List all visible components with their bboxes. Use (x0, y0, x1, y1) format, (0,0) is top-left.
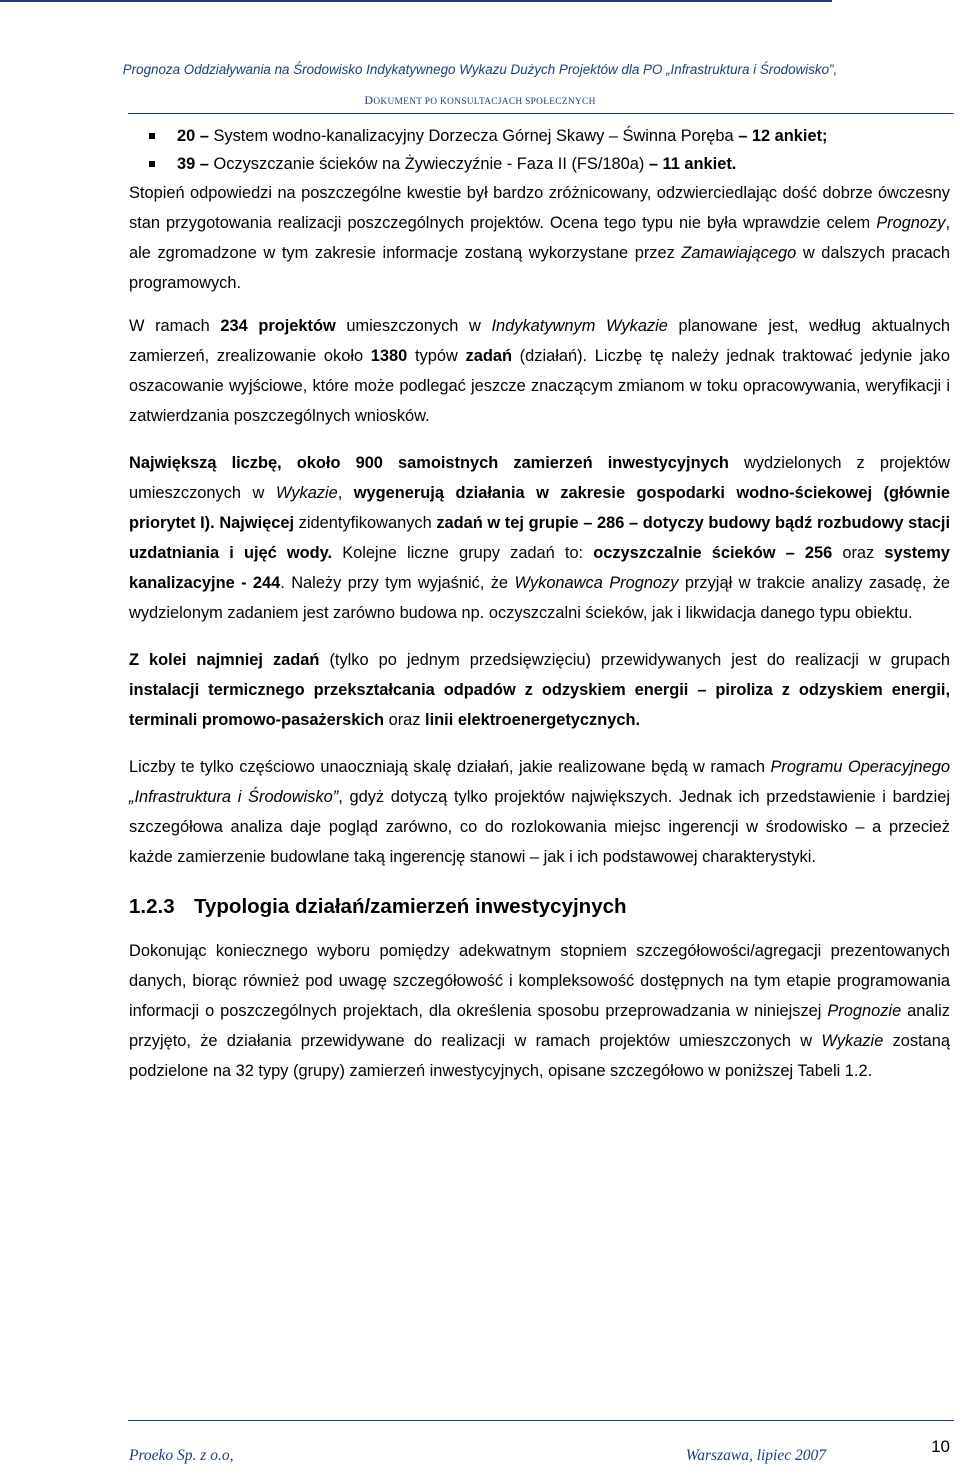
bold-run: instalacji termicznego przekształcania odpadów z odzyskiem energii – piroliza z odzyskiem energii, terminali promowo-pasażerskich (129, 681, 950, 729)
text-run: . Należy przy tym wyjaśnić, że (280, 574, 515, 592)
bold-run: systemy kanalizacyjne - 244 (129, 544, 950, 592)
text-run: wydzielonych z projektów umieszczonych w (129, 454, 950, 502)
subtitle-initial: D (364, 93, 374, 107)
list-item (129, 122, 950, 150)
text-run: , ale zgromadzone w tym zakresie informacje zostaną wykorzystane przez (129, 214, 950, 262)
text-run: planowane jest, według aktualnych zamierzeń, zrealizowanie około (129, 317, 951, 365)
paragraph-response (129, 178, 950, 298)
list-item (129, 150, 950, 178)
bold-run: Z kolei najmniej zadań (129, 651, 320, 669)
dash: – (738, 127, 752, 145)
text-run: analiz przyjęto, że działania przewidywane do realizacji w ramach projektów umieszczonych w (129, 1002, 950, 1050)
italic-run: Wykonawca Prognozy (514, 574, 679, 592)
paragraph-fewest-tasks (129, 645, 950, 735)
section-number: 1.2.3 (129, 895, 175, 918)
bold-run: 1380 (370, 347, 408, 365)
text-run: przyjął w trakcie analizy zasadę, że wydzielonym zadaniem jest zarówno budowa np. oczyszczalni ścieków, jak i likwidacja danego typu obiektu. (129, 574, 951, 622)
italic-run: Zamawiającego (681, 244, 797, 262)
text-run: umieszczonych w (335, 317, 492, 335)
project-number: 20 (177, 127, 196, 145)
bold-run: zadań w tej grupie – 286 – dotyczy budowy bądź rozbudowy stacji uzdatniania i ujęć wody. (129, 514, 950, 562)
paragraph-typology (129, 936, 950, 1086)
page-number: 10 (931, 1437, 950, 1456)
text-run: w dalszych pracach programowych. (129, 244, 950, 292)
italic-run: Wykazie (821, 1032, 884, 1050)
text-run: , (337, 484, 354, 502)
paragraph-largest-group (129, 448, 950, 628)
running-header-title: Prognoza Oddziaływania na Środowisko Indykatywnego Wykazu Dużych Projektów dla PO „Infrastruktura i Środowisko”, (122, 62, 838, 77)
footer-company: Proeko Sp. z o.o, (129, 1447, 234, 1464)
text-run: zostaną podzielone na 32 typy (grupy) zamierzeń inwestycyjnych, opisane szczegółowo w poniższej Tabeli 1.2. (129, 1032, 950, 1080)
section-title: Typologia działań/zamierzeń inwestycyjnych (194, 895, 627, 918)
survey-bullet-list (129, 122, 950, 178)
bold-run: wygenerują działania w zakresie gospodarki wodno-ściekowej (głównie priorytet I). (129, 484, 950, 532)
bold-run: oczyszczalnie ścieków – 256 (593, 544, 833, 562)
bold-run: linii elektroenergetycznych. (425, 711, 641, 729)
text-run: zidentyfikowanych (294, 514, 437, 532)
paragraph-scale (129, 752, 950, 872)
italic-run: Prognozy (876, 214, 946, 232)
bold-run: 234 projektów (220, 317, 336, 335)
italic-run: Programu Operacyjnego „Infrastruktura i Środowisko” (129, 758, 950, 806)
top-rule (0, 0, 832, 2)
bullet-square-icon (149, 161, 155, 167)
dash: – (195, 127, 214, 145)
project-number: 39 (177, 155, 196, 173)
text-run: Dokonując koniecznego wyboru pomiędzy adekwatnym stopniem szczegółowości/agregacji prezentowanych danych, biorąc również pod uwagę szczegółowość i kompleksowość dostępnych na tym etapie programowania informacji o poszczególnych projektach, dla określenia sposobu przeprowadzania w niniejszej (129, 942, 950, 1020)
bold-run: zadań (465, 347, 512, 365)
dash: – (648, 155, 663, 173)
footer-place-date: Warszawa, lipiec 2007 (685, 1447, 826, 1464)
project-name: Oczyszczanie ścieków na Żywieczyźnie - Faza II (FS/180a) (213, 155, 649, 173)
document-body (129, 122, 950, 1086)
text-run: Kolejne liczne grupy zadań to: (332, 544, 594, 562)
running-header-subtitle (0, 93, 960, 108)
text-run: Stopień odpowiedzi na poszczególne kwestie był bardzo zróżnicowany, odzwierciedlając dość dobrze ówczesny stan przygotowania realizacji poszczególnych projektów. Ocena tego typu nie była wprawdzie celem (129, 184, 950, 232)
italic-run: Prognozie (827, 1002, 902, 1020)
text-run: Liczby te tylko częściowo unaoczniają skalę działań, jakie realizowane będą w ramach (129, 758, 771, 776)
footer-rule (128, 1420, 954, 1421)
bold-run: Największą liczbę, około 900 samoistnych zamierzeń inwestycyjnych (129, 454, 729, 472)
survey-count: 12 ankiet; (751, 127, 828, 145)
text-run: (tylko po jednym przedsięwzięciu) przewidywanych jest do realizacji w grupach (319, 651, 950, 669)
subtitle-smallcaps: OKUMENT PO KONSULTACJACH SPOŁECZNYCH (373, 97, 596, 107)
header-rule (128, 113, 954, 114)
text-run: , gdyż dotyczą tylko projektów największych. Jednak ich przedstawienie i bardziej szczegółowa analiza daje pogląd zarówno, co do rozlokowania miejsc ingerencji w środowisko – a przecież każde zamierzenie budowlane taką ingerencję stanowi – jak i ich podstawowej charakterystyki. (129, 788, 950, 866)
italic-run: Indykatywnym Wykazie (491, 317, 668, 335)
section-heading (129, 894, 950, 920)
project-name: System wodno-kanalizacyjny Dorzecza Górnej Skawy – Świnna Poręba (213, 127, 739, 145)
survey-count: 11 ankiet. (662, 155, 737, 173)
text-run: oraz (832, 544, 885, 562)
text-run: (działań). Liczbę tę należy jednak traktować jedynie jako oszacowanie wyjściowe, które może podlegać jeszcze znaczącym zmianom w toku opracowywania, weryfikacji i zatwierdzania poszczególnych wniosków. (129, 347, 950, 425)
text-run: typów (407, 347, 466, 365)
dash: – (195, 155, 214, 173)
text-run: W ramach (129, 317, 221, 335)
bold-run: Najwięcej (219, 514, 295, 532)
text-run: oraz (384, 711, 426, 729)
italic-run: Wykazie (275, 484, 338, 502)
bullet-square-icon (149, 133, 155, 139)
paragraph-projects (129, 311, 950, 431)
